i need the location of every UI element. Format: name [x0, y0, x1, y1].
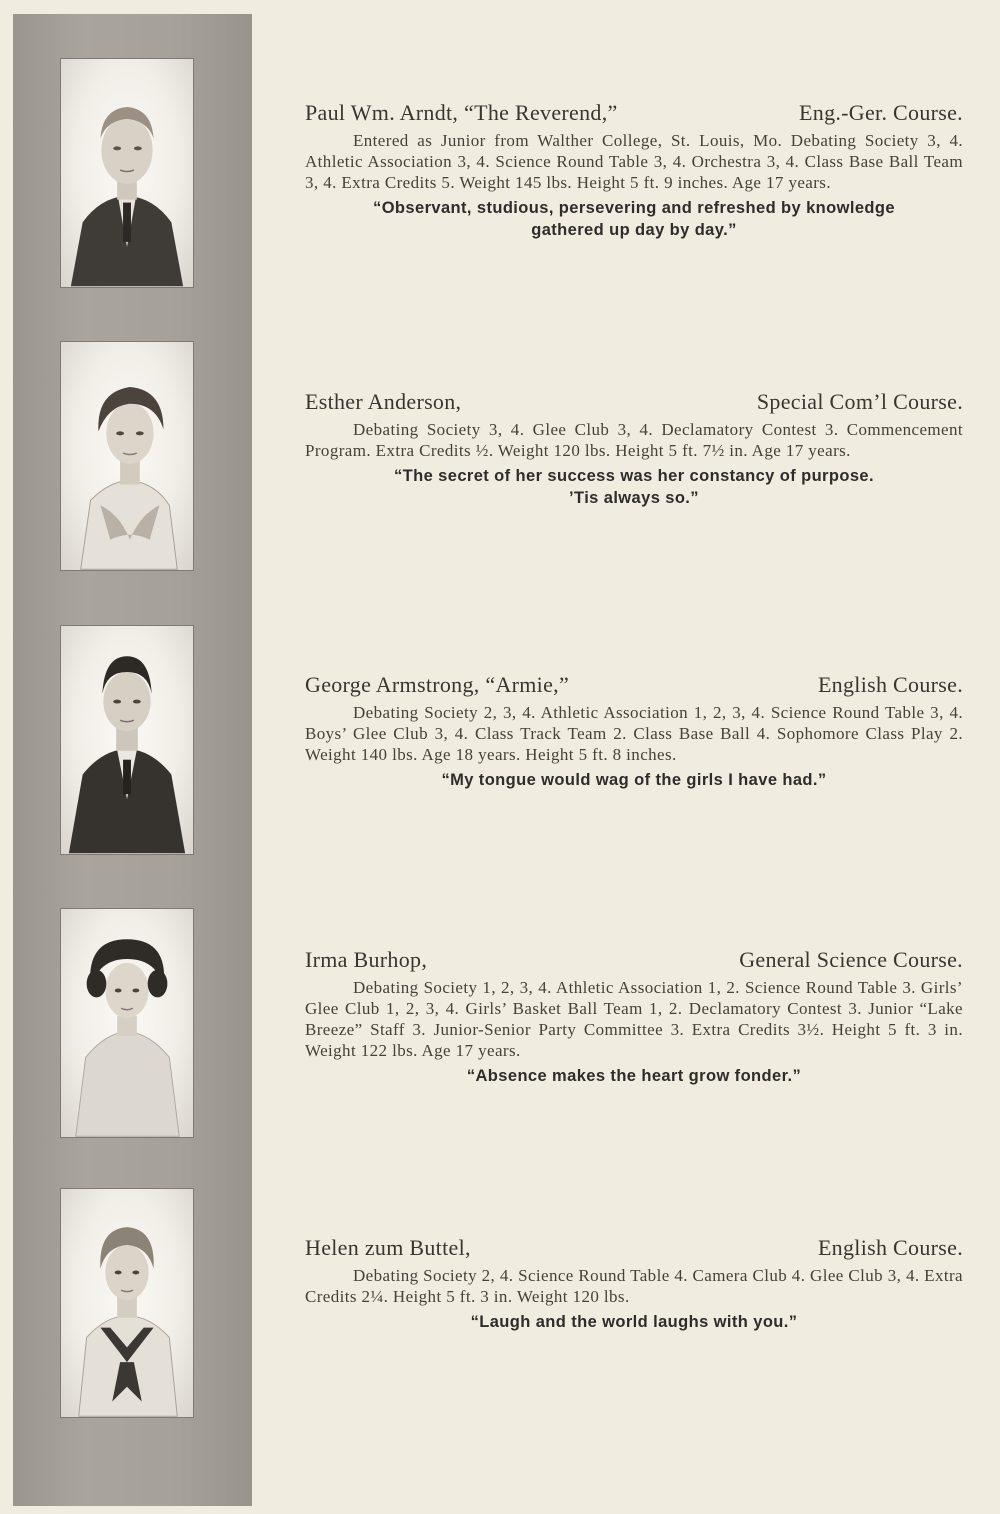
student-entry [305, 947, 963, 1087]
student-entry [305, 1235, 963, 1333]
entry-heading [305, 100, 963, 126]
student-nickname: “Armie,” [485, 672, 570, 697]
student-quote [305, 1311, 963, 1333]
student-name: Paul Wm. Arndt, [305, 100, 459, 125]
student-course: Special Com’l Course. [756, 389, 963, 414]
student-course: English Course. [817, 672, 963, 697]
portrait-photo-irma-burhop [60, 908, 194, 1138]
student-name: Esther Anderson, [305, 389, 462, 414]
student-quote [305, 197, 963, 241]
student-details: Debating Society 2, 3, 4. Athletic Association 1, 2, 3, 4. Science Round Table 3, 4. Boys’ Glee Club 3, 4. Class Track Team 2. Class Base Ball 4. Sophomore Class Play 2. Weight 140 lbs. Age 18 years. Height 5 ft. 8 inches. [305, 703, 963, 764]
quote-line: “Laugh and the world laughs with you.” [470, 1313, 798, 1331]
entry-heading [305, 947, 963, 973]
student-details: Debating Society 3, 4. Glee Club 3, 4. Declamatory Contest 3. Commencement Program. Extra Credits ½. Weight 120 lbs. Height 5 ft. 7½ in. Age 17 years. [305, 420, 963, 460]
student-quote [305, 1065, 963, 1087]
student-details: Debating Society 1, 2, 3, 4. Athletic Association 1, 2. Science Round Table 3. Girls’ Glee Club 1, 2, 3, 4. Girls’ Basket Ball Team 1, 2. Declamatory Contest 3. Junior “Lake Breeze” Staff 3. Junior-Senior Party Committee 3. Extra Credits 3½. Height 5 ft. 3 in. Weight 122 lbs. Age 17 years. [305, 978, 963, 1060]
quote-line: gathered up day by day.” [531, 221, 737, 239]
portrait-photo-paul-arndt [60, 58, 194, 288]
student-entry [305, 672, 963, 791]
portrait-photo-esther-anderson [60, 341, 194, 571]
entry-heading [305, 1235, 963, 1261]
student-name: Helen zum Buttel, [305, 1235, 471, 1260]
entry-heading [305, 672, 963, 698]
student-quote [305, 769, 963, 791]
student-name: George Armstrong, [305, 672, 480, 697]
student-course: General Science Course. [739, 947, 963, 972]
student-course: English Course. [817, 1235, 963, 1260]
student-course: Eng.-Ger. Course. [799, 100, 963, 125]
student-quote [305, 465, 963, 509]
quote-line: ’Tis always so.” [569, 489, 699, 507]
quote-line: “Observant, studious, persevering and refreshed by knowledge [373, 199, 895, 217]
entry-heading [305, 389, 963, 415]
student-name: Irma Burhop, [305, 947, 428, 972]
student-details: Debating Society 2, 4. Science Round Table 4. Camera Club 4. Glee Club 3, 4. Extra Credits 2¼. Height 5 ft. 3 in. Weight 120 lbs. [305, 1266, 963, 1306]
student-details: Entered as Junior from Walther College, St. Louis, Mo. Debating Society 3, 4. Athletic Association 3, 4. Science Round Table 3, 4. Orchestra 3, 4. Class Base Ball Team 3, 4. Extra Credits 5. Weight 145 lbs. Height 5 ft. 9 inches. Age 17 years. [305, 131, 963, 192]
portrait-photo-george-armstrong [60, 625, 194, 855]
quote-line: “The secret of her success was her constancy of purpose. [394, 467, 874, 485]
student-entry [305, 389, 963, 509]
student-nickname: “The Reverend,” [464, 100, 618, 125]
portrait-photo-helen-zum-buttel [60, 1188, 194, 1418]
quote-line: “Absence makes the heart grow fonder.” [466, 1067, 802, 1085]
student-entry [305, 100, 963, 241]
quote-line: “My tongue would wag of the girls I have had.” [441, 771, 827, 789]
